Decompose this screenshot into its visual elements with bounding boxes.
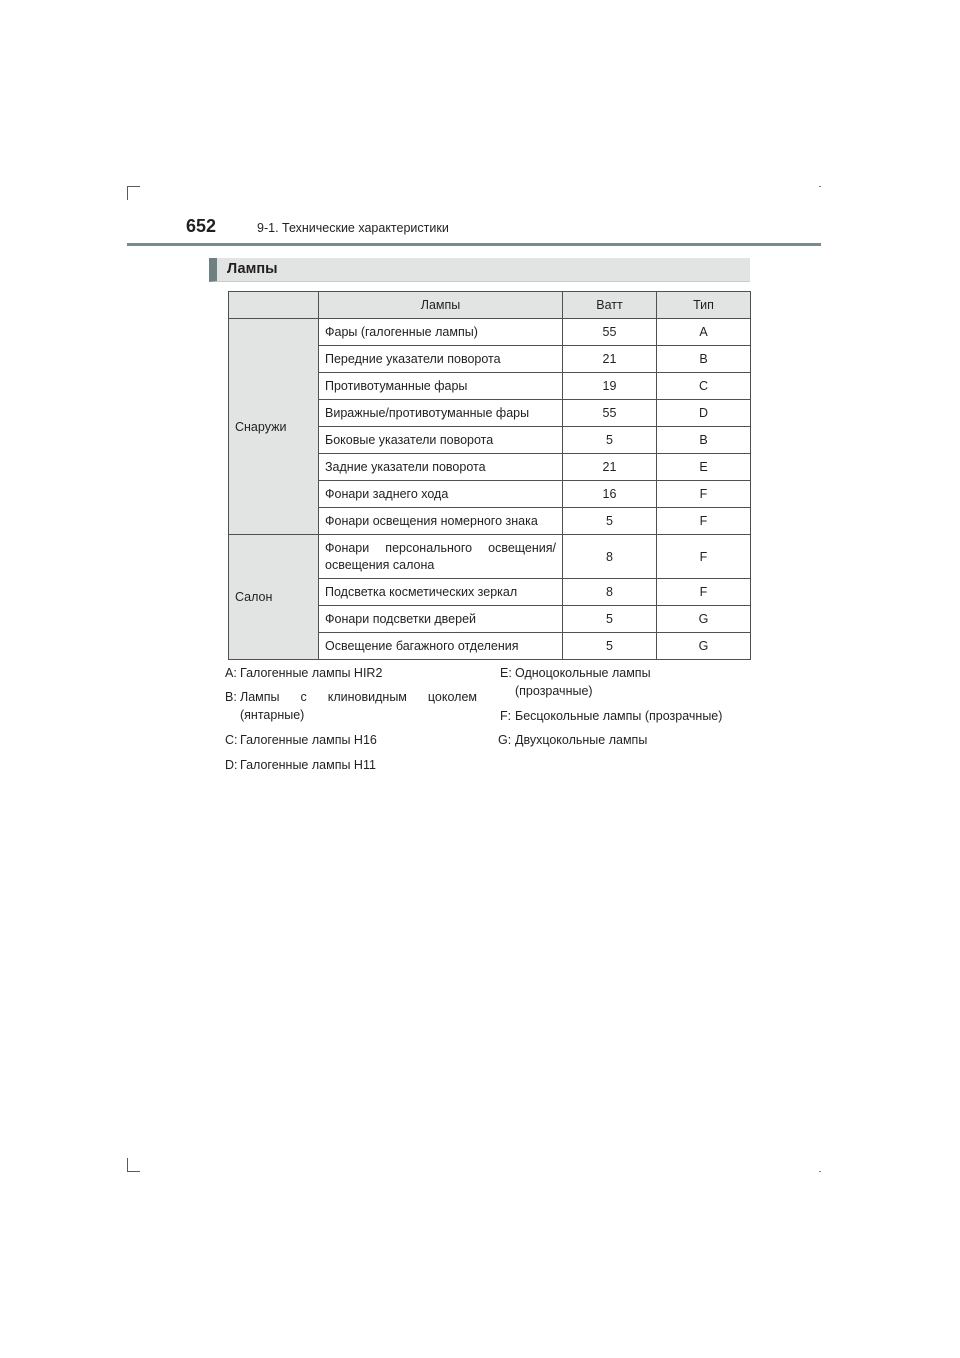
crop-mark-bottom-left-h — [127, 1171, 140, 1172]
legend-key: C: — [225, 733, 238, 747]
type-cell: A — [657, 319, 751, 346]
legend-item-a — [225, 664, 487, 682]
lamp-cell: Фонари подсветки дверей — [319, 606, 563, 633]
legend-key: F: — [500, 709, 512, 723]
watt-cell: 8 — [563, 535, 657, 579]
type-cell: B — [657, 427, 751, 454]
legend-key: A: — [225, 666, 237, 680]
legend-text: Двухцокольные лампы — [515, 733, 648, 747]
lamp-cell: Подсветка косметических зеркал — [319, 579, 563, 606]
watt-cell: 5 — [563, 633, 657, 660]
type-cell: C — [657, 373, 751, 400]
watt-cell: 21 — [563, 346, 657, 373]
legend-item-d — [225, 756, 487, 774]
crop-mark-bottom-left-v — [127, 1158, 128, 1172]
chapter-title: 9-1. Технические характеристики — [257, 221, 449, 235]
legend-text-line-2: (прозрачные) — [515, 684, 593, 698]
lamp-cell: Виражные/противотуманные фары — [319, 400, 563, 427]
lamp-cell: Задние указатели поворота — [319, 454, 563, 481]
crop-mark-top-left-h — [127, 186, 140, 187]
lamp-cell: Фонари персонального освещения/ освещения салона — [319, 535, 563, 579]
legend-item-e — [500, 664, 750, 700]
type-cell: B — [657, 346, 751, 373]
header-cell-empty — [229, 292, 319, 319]
type-cell: F — [657, 508, 751, 535]
lamp-cell: Фонари освещения номерного знака — [319, 508, 563, 535]
legend-text-line-2: (янтарные) — [240, 708, 305, 722]
type-cell: F — [657, 579, 751, 606]
legend-text: Галогенные лампы HIR2 — [240, 666, 383, 680]
page-number: 652 — [186, 216, 217, 236]
lamp-cell: Боковые указатели поворота — [319, 427, 563, 454]
watt-cell: 5 — [563, 508, 657, 535]
legend-key: E: — [500, 666, 512, 680]
section-title: Лампы — [227, 261, 278, 277]
type-cell: E — [657, 454, 751, 481]
legend-key: B: — [225, 690, 237, 704]
watt-cell: 8 — [563, 579, 657, 606]
type-cell: F — [657, 481, 751, 508]
legend-item-b — [225, 688, 487, 724]
lamp-cell: Фонари заднего хода — [319, 481, 563, 508]
type-cell: G — [657, 633, 751, 660]
watt-cell: 5 — [563, 606, 657, 633]
watt-cell: 21 — [563, 454, 657, 481]
type-cell: F — [657, 535, 751, 579]
legend-text: Галогенные лампы H16 — [240, 733, 377, 747]
group-cell-exterior: Снаружи — [229, 319, 319, 535]
legend-key: G: — [498, 733, 512, 747]
lamps-table — [228, 291, 751, 660]
legend-item-g — [498, 731, 750, 749]
group-cell-interior: Салон — [229, 535, 319, 660]
header-rule — [127, 243, 821, 246]
section-heading — [209, 258, 750, 282]
type-cell: G — [657, 606, 751, 633]
legend-text: Бесцокольные лампы (прозрачные) — [515, 709, 723, 723]
type-cell: D — [657, 400, 751, 427]
watt-cell: 55 — [563, 400, 657, 427]
crop-mark-top-left-v — [127, 186, 128, 200]
watt-cell: 55 — [563, 319, 657, 346]
crop-mark-bottom-right — [819, 1171, 821, 1172]
legend-item-c — [225, 731, 487, 749]
crop-mark-top-right — [819, 186, 821, 187]
legend-item-f — [500, 707, 750, 725]
legend-text-line-1: Лампы с клиновидным цоколем — [240, 690, 477, 704]
lamp-cell: Передние указатели поворота — [319, 346, 563, 373]
watt-cell: 19 — [563, 373, 657, 400]
header-cell-type: Тип — [657, 292, 751, 319]
lamp-cell: Фары (галогенные лампы) — [319, 319, 563, 346]
legend-text: Галогенные лампы H11 — [240, 758, 376, 772]
watt-cell: 16 — [563, 481, 657, 508]
lamp-cell: Противотуманные фары — [319, 373, 563, 400]
legend-key: D: — [225, 758, 238, 772]
table-row — [229, 535, 751, 579]
legend-text-line-1: Одноцокольные лампы — [515, 666, 651, 680]
table-row — [229, 319, 751, 346]
watt-cell: 5 — [563, 427, 657, 454]
header-cell-watt: Ватт — [563, 292, 657, 319]
lamp-cell: Освещение багажного отделения — [319, 633, 563, 660]
header-cell-lamp: Лампы — [319, 292, 563, 319]
table-header-row — [229, 292, 751, 319]
